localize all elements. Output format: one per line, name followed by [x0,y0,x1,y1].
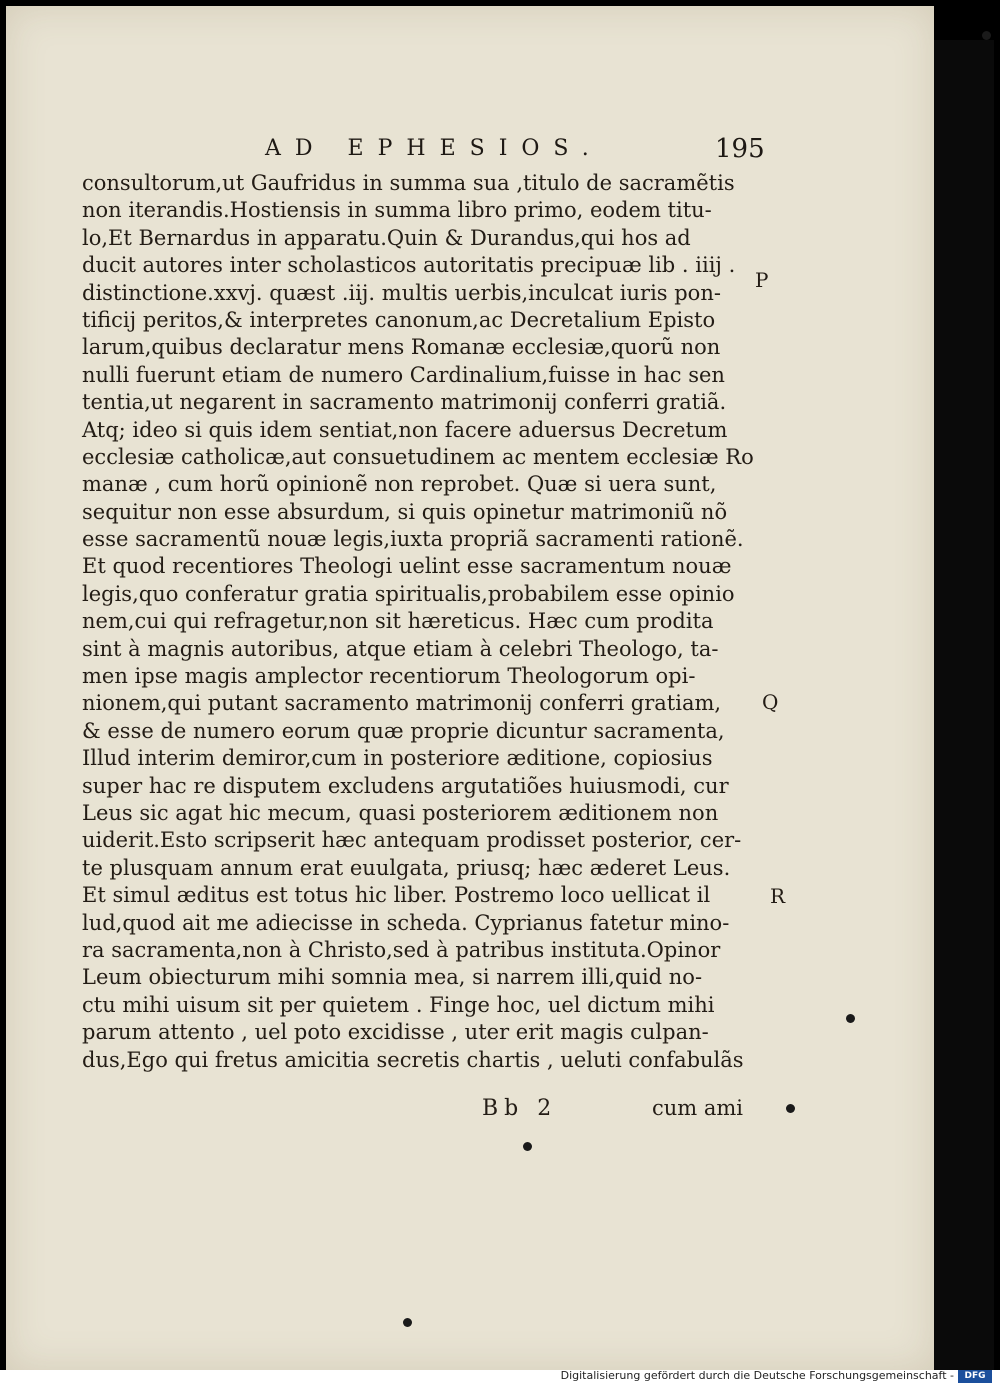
text-line: lo,Et Bernardus in apparatu.Quin & Durandus,qui hos ad [82,225,691,250]
marginal-letter-p: P [755,268,769,292]
text-line: uiderit.Esto scripserit hæc antequam prodisset posterior, cer- [82,828,742,853]
text-line: ctu mihi uisum sit per quietem . Finge hoc, uel dictum mihi [82,992,715,1017]
text-line: lud,quod ait me adiecisse in scheda. Cyprianus fatetur mino- [82,910,730,935]
text-line: & esse de numero eorum quæ proprie dicuntur sacramenta, [82,718,725,743]
text-line: ducit autores inter scholasticos autoritatis precipuæ lib . iiij . [82,253,736,278]
text-line: Illud interim demiror,cum in posteriore æditione, copiosius [82,746,713,771]
text-line: legis,quo conferatur gratia spiritualis,probabilem esse opinio [82,581,735,606]
folio-number: 195 [715,134,765,164]
text-line: sequitur non esse absurdum, si quis opinetur matrimoniũ nõ [82,499,728,524]
scan-edge-shadow [934,40,994,1370]
marginal-letter-q: Q [762,690,779,714]
text-line: Leus sic agat hic mecum, quasi posteriorem æditionem non [82,800,719,825]
text-line: parum attento , uel poto excidisse , uter erit magis culpan- [82,1020,709,1045]
funding-credit: Digitalisierung gefördert durch die Deutsche Forschungsgemeinschaft - [560,1369,954,1382]
text-line: men ipse magis amplector recentiorum Theologorum opi- [82,664,696,689]
text-line: tentia,ut negarent in sacramento matrimonij conferri gratiã. [82,390,727,415]
ink-dot [786,1104,795,1113]
text-line: dus,Ego qui fretus amicitia secretis chartis , ueluti confabulãs [82,1047,744,1072]
text-line: esse sacramentũ nouæ legis,iuxta propriã sacramenti rationẽ. [82,527,744,552]
text-line: larum,quibus declaratur mens Romanæ ecclesiæ,quorũ non [82,335,721,360]
ink-dot [403,1318,412,1327]
text-line: Et simul æditus est totus hic liber. Postremo loco uellicat il [82,883,711,908]
ink-dot [523,1142,532,1151]
marginal-letter-r: R [770,884,786,908]
text-line: super hac re disputem excludens argutatiões huiusmodi, cur [82,773,729,798]
text-line: ra sacramenta,non à Christo,sed à patribus instituta.Opinor [82,937,721,962]
text-line: Leum obiecturum mihi somnia mea, si narrem illi,quid no- [82,965,703,990]
text-line: consultorum,ut Gaufridus in summa sua ,titulo de sacramẽtis [82,171,735,195]
text-line: sint à magnis autoribus, atque etiam à celebri Theologo, ta- [82,636,719,661]
catchword: cum ami [652,1096,744,1120]
text-line: non iterandis.Hostiensis in summa libro primo, eodem titu- [82,198,712,223]
text-line: nem,cui qui refragetur,non sit hæreticus. Hæc cum prodita [82,609,714,634]
text-line: manæ , cum horũ opinionẽ non reprobet. Quæ si uera sunt, [82,472,717,497]
body-text [82,170,752,1074]
text-line: distinctione.xxvj. quæst .iij. multis uerbis,inculcat iuris pon- [82,280,721,305]
text-line: nulli fuerunt etiam de numero Cardinalium,fuisse in hac sen [82,362,725,387]
text-line: ecclesiæ catholicæ,aut consuetudinem ac mentem ecclesiæ Ro [82,444,754,469]
text-line: te plusquam annum erat euulgata, priusq; hæc æderet Leus. [82,855,731,880]
ink-dot [846,1014,855,1023]
text-line: Et quod recentiores Theologi uelint esse sacramentum nouæ [82,554,732,579]
ink-dot [982,31,991,40]
running-head: AD EPHESIOS. [265,136,603,161]
text-line: tificij peritos,& interpretes canonum,ac Decretalium Episto [82,307,716,332]
signature-mark: Bb 2 [482,1096,558,1121]
text-line: nionem,qui putant sacramento matrimonij conferri gratiam, [82,691,722,716]
dfg-logo: DFG [958,1370,992,1383]
text-line: Atq; ideo si quis idem sentiat,non facere aduersus Decretum [82,417,728,442]
